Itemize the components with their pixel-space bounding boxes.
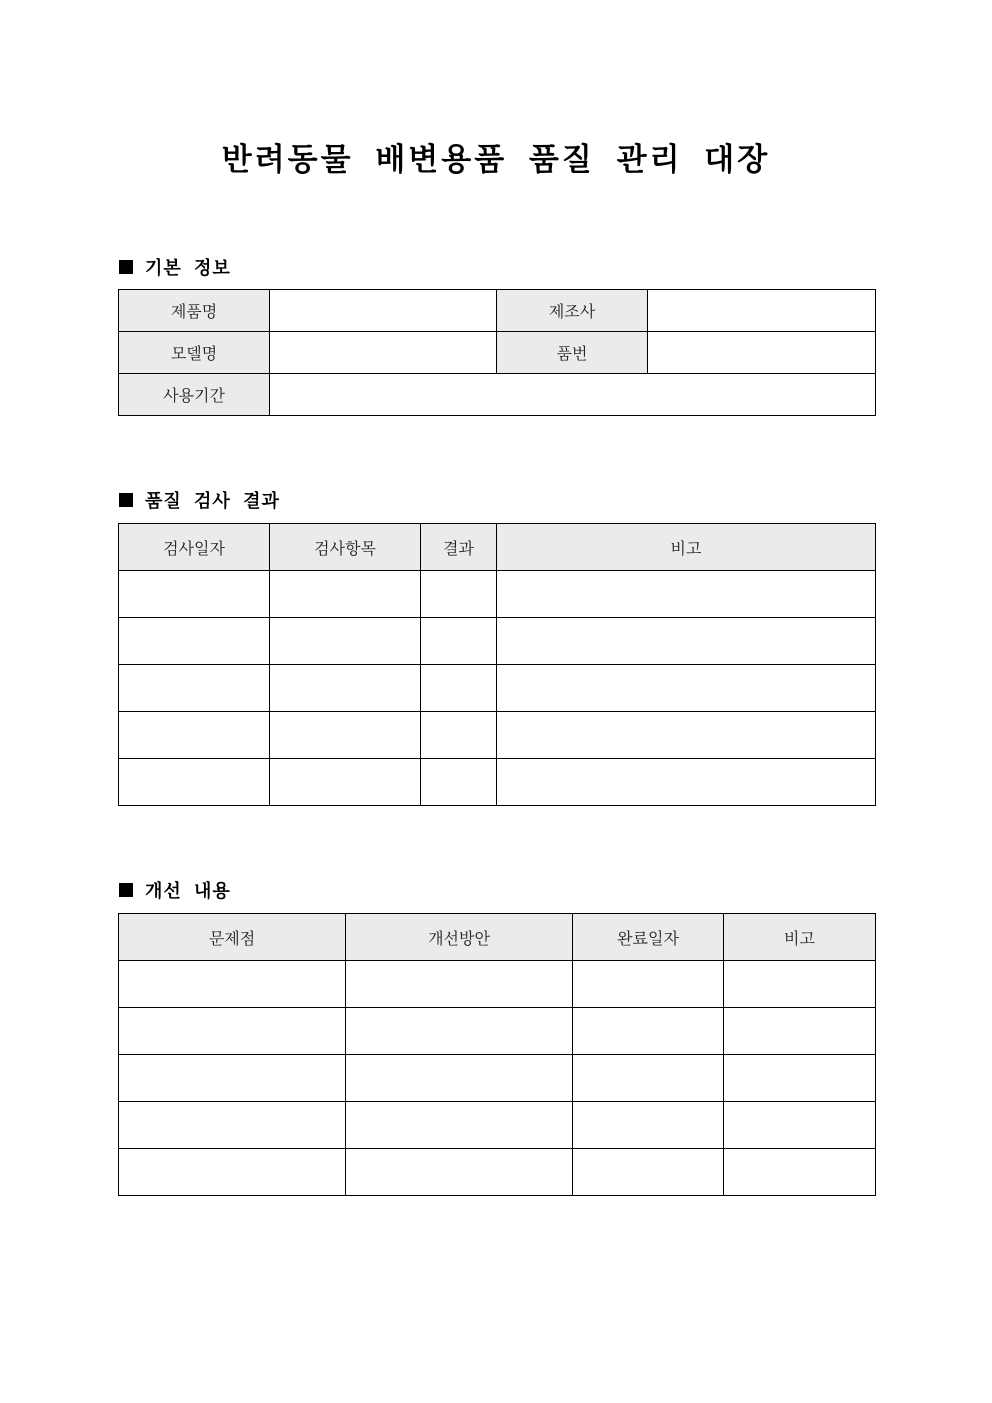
table-row	[119, 374, 876, 416]
model-name-field[interactable]	[270, 332, 497, 374]
section-heading-basic-info	[119, 254, 231, 280]
inspection-results-table	[118, 523, 876, 806]
column-header-inspection-date: 검사일자	[119, 524, 270, 571]
result-cell[interactable]	[421, 665, 497, 712]
improvement-plan-cell[interactable]	[346, 1008, 573, 1055]
remarks-cell[interactable]	[724, 1055, 876, 1102]
column-header-completion-date: 완료일자	[573, 914, 724, 961]
table-row	[119, 1149, 876, 1196]
part-number-label: 품번	[497, 332, 648, 374]
remarks-cell[interactable]	[497, 618, 876, 665]
section-heading-label: 기본 정보	[145, 258, 231, 279]
improvement-table	[118, 913, 876, 1196]
square-bullet-icon	[119, 493, 133, 507]
basic-info-table	[118, 289, 876, 416]
table-header-row	[119, 914, 876, 961]
column-header-inspection-item: 검사항목	[270, 524, 421, 571]
result-cell[interactable]	[421, 618, 497, 665]
inspection-date-cell[interactable]	[119, 712, 270, 759]
inspection-item-cell[interactable]	[270, 571, 421, 618]
inspection-item-cell[interactable]	[270, 665, 421, 712]
remarks-cell[interactable]	[724, 1102, 876, 1149]
section-heading-improvement	[119, 877, 231, 903]
remarks-cell[interactable]	[724, 1008, 876, 1055]
part-number-field[interactable]	[648, 332, 876, 374]
completion-date-cell[interactable]	[573, 961, 724, 1008]
table-row	[119, 618, 876, 665]
table-row	[119, 1102, 876, 1149]
remarks-cell[interactable]	[497, 665, 876, 712]
table-row	[119, 1008, 876, 1055]
usage-period-field[interactable]	[270, 374, 876, 416]
column-header-remarks: 비고	[724, 914, 876, 961]
column-header-remarks: 비고	[497, 524, 876, 571]
problem-cell[interactable]	[119, 1149, 346, 1196]
remarks-cell[interactable]	[497, 571, 876, 618]
table-row	[119, 571, 876, 618]
improvement-plan-cell[interactable]	[346, 1055, 573, 1102]
inspection-date-cell[interactable]	[119, 759, 270, 806]
table-row	[119, 759, 876, 806]
inspection-date-cell[interactable]	[119, 618, 270, 665]
page-title: 반려동물 배변용품 품질 관리 대장	[221, 142, 771, 178]
table-header-row	[119, 524, 876, 571]
problem-cell[interactable]	[119, 1008, 346, 1055]
improvement-plan-cell[interactable]	[346, 1149, 573, 1196]
completion-date-cell[interactable]	[573, 1102, 724, 1149]
result-cell[interactable]	[421, 571, 497, 618]
column-header-problem: 문제점	[119, 914, 346, 961]
square-bullet-icon	[119, 883, 133, 897]
result-cell[interactable]	[421, 712, 497, 759]
table-row	[119, 712, 876, 759]
manufacturer-field[interactable]	[648, 290, 876, 332]
inspection-item-cell[interactable]	[270, 618, 421, 665]
remarks-cell[interactable]	[724, 961, 876, 1008]
usage-period-label: 사용기간	[119, 374, 270, 416]
inspection-item-cell[interactable]	[270, 712, 421, 759]
square-bullet-icon	[119, 260, 133, 274]
problem-cell[interactable]	[119, 1102, 346, 1149]
manufacturer-label: 제조사	[497, 290, 648, 332]
remarks-cell[interactable]	[497, 759, 876, 806]
improvement-plan-cell[interactable]	[346, 1102, 573, 1149]
table-row	[119, 1055, 876, 1102]
completion-date-cell[interactable]	[573, 1055, 724, 1102]
completion-date-cell[interactable]	[573, 1149, 724, 1196]
remarks-cell[interactable]	[497, 712, 876, 759]
completion-date-cell[interactable]	[573, 1008, 724, 1055]
remarks-cell[interactable]	[724, 1149, 876, 1196]
product-name-label: 제품명	[119, 290, 270, 332]
model-name-label: 모델명	[119, 332, 270, 374]
table-row	[119, 961, 876, 1008]
section-heading-label: 개선 내용	[145, 881, 231, 902]
product-name-field[interactable]	[270, 290, 497, 332]
inspection-item-cell[interactable]	[270, 759, 421, 806]
section-heading-label: 품질 검사 결과	[145, 491, 280, 512]
inspection-date-cell[interactable]	[119, 571, 270, 618]
section-heading-inspection	[119, 487, 280, 513]
problem-cell[interactable]	[119, 961, 346, 1008]
table-row	[119, 290, 876, 332]
column-header-result: 결과	[421, 524, 497, 571]
table-row	[119, 332, 876, 374]
improvement-plan-cell[interactable]	[346, 961, 573, 1008]
result-cell[interactable]	[421, 759, 497, 806]
problem-cell[interactable]	[119, 1055, 346, 1102]
table-row	[119, 665, 876, 712]
column-header-improvement-plan: 개선방안	[346, 914, 573, 961]
inspection-date-cell[interactable]	[119, 665, 270, 712]
